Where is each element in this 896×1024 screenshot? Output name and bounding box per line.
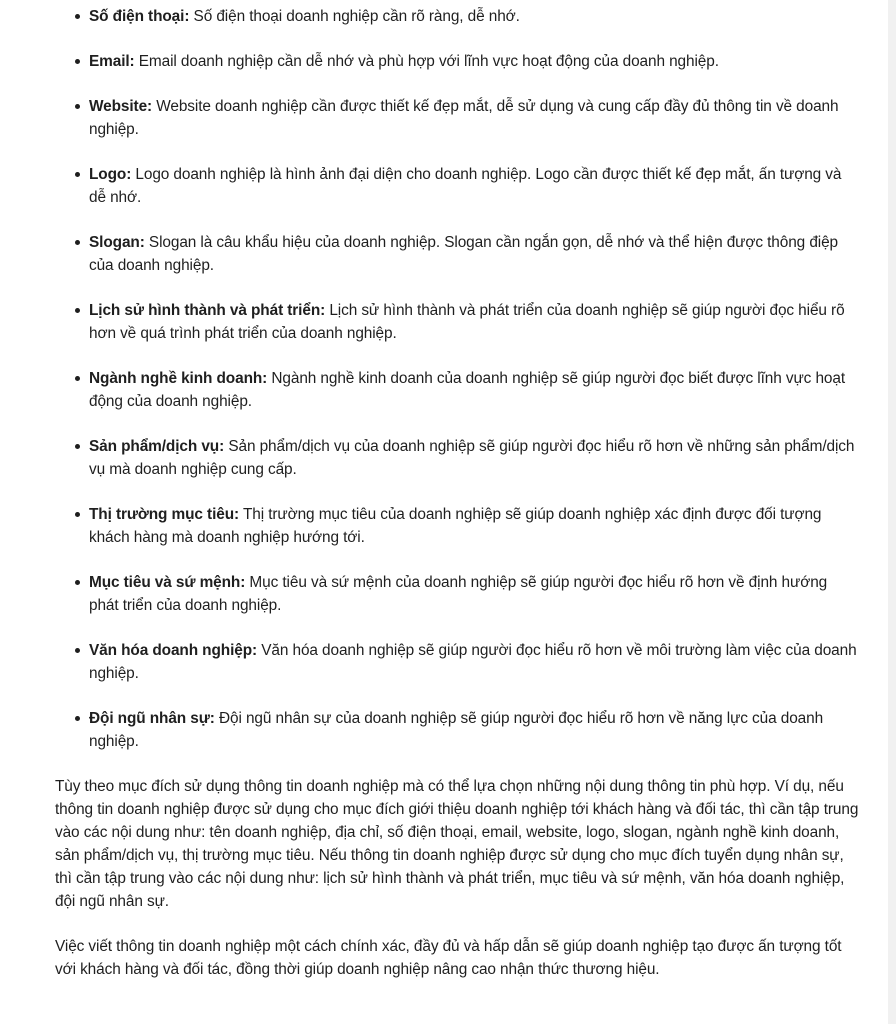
item-text: Email doanh nghiệp cần dễ nhớ và phù hợp với lĩnh vực hoạt động của doanh nghiệp.	[134, 53, 719, 70]
list-item	[89, 163, 857, 209]
item-text: Slogan là câu khẩu hiệu của doanh nghiệp. Slogan cần ngắn gọn, dễ nhớ và thể hiện được thông điệp của doanh nghiệp.	[89, 234, 839, 274]
item-text: Website doanh nghiệp cần được thiết kế đẹp mắt, dễ sử dụng và cung cấp đầy đủ thông tin về doanh nghiệp.	[89, 98, 839, 138]
list-item	[89, 435, 857, 481]
list-item	[89, 231, 857, 277]
item-text: Lịch sử hình thành và phát triển của doanh nghiệp sẽ giúp người đọc hiểu rõ hơn về quá trình phát triển của doanh nghiệp.	[89, 302, 845, 342]
item-term: Sản phẩm/dịch vụ:	[89, 438, 225, 455]
list-item	[89, 707, 857, 753]
list-item	[89, 95, 857, 141]
list-item	[89, 571, 857, 617]
response-content	[0, 5, 880, 981]
item-term: Ngành nghề kinh doanh:	[89, 370, 268, 387]
summary-paragraph: Tùy theo mục đích sử dụng thông tin doanh nghiệp mà có thể lựa chọn những nội dung thông tin phù hợp. Ví dụ, nếu thông tin doanh nghiệp được sử dụng cho mục đích giới thiệu doanh nghiệp tới khách hàng và đối tác, thì cần tập trung vào các nội dung như: tên doanh nghiệp, địa chỉ, số điện thoại, email, website, logo, slogan, ngành nghề kinh doanh, sản phẩm/dịch vụ, thị trường mục tiêu. Nếu thông tin doanh nghiệp được sử dụng cho mục đích tuyển dụng nhân sự, thì cần tập trung vào các nội dung như: lịch sử hình thành và phát triển, mục tiêu và sứ mệnh, văn hóa doanh nghiệp, đội ngũ nhân sự.	[55, 778, 859, 910]
list-item	[89, 299, 857, 345]
scrollbar-track[interactable]	[888, 0, 896, 1024]
list-item	[89, 50, 857, 73]
item-term: Mục tiêu và sứ mệnh:	[89, 574, 246, 591]
item-text: Văn hóa doanh nghiệp sẽ giúp người đọc hiểu rõ hơn về môi trường làm việc của doanh nghiệp.	[89, 642, 857, 682]
item-text: Sản phẩm/dịch vụ của doanh nghiệp sẽ giúp người đọc hiểu rõ hơn về những sản phẩm/dịch vụ mà doanh nghiệp cung cấp.	[89, 438, 855, 478]
item-term: Logo:	[89, 166, 132, 183]
info-bullet-list	[0, 5, 880, 753]
list-item	[89, 503, 857, 549]
item-term: Số điện thoại:	[89, 8, 190, 25]
list-item	[89, 5, 857, 28]
item-term: Email:	[89, 53, 135, 70]
item-term: Đội ngũ nhân sự:	[89, 710, 215, 727]
item-term: Slogan:	[89, 234, 145, 251]
item-term: Website:	[89, 98, 153, 115]
item-text: Logo doanh nghiệp là hình ảnh đại diện cho doanh nghiệp. Logo cần được thiết kế đẹp mắt, ấn tượng và dễ nhớ.	[89, 166, 842, 206]
list-item	[89, 367, 857, 413]
item-text: Ngành nghề kinh doanh của doanh nghiệp sẽ giúp người đọc biết được lĩnh vực hoạt động của doanh nghiệp.	[89, 370, 846, 410]
item-term: Lịch sử hình thành và phát triển:	[89, 302, 326, 319]
item-text: Số điện thoại doanh nghiệp cần rõ ràng, dễ nhớ.	[189, 8, 520, 25]
conclusion-paragraph: Việc viết thông tin doanh nghiệp một cách chính xác, đầy đủ và hấp dẫn sẽ giúp doanh nghiệp tạo được ấn tượng tốt với khách hàng và đối tác, đồng thời giúp doanh nghiệp nâng cao nhận thức thương hiệu.	[55, 938, 842, 978]
item-text: Thị trường mục tiêu của doanh nghiệp sẽ giúp doanh nghiệp xác định được đối tượng khách hàng mà doanh nghiệp hướng tới.	[89, 506, 822, 546]
list-item	[89, 639, 857, 685]
item-term: Văn hóa doanh nghiệp:	[89, 642, 258, 659]
item-term: Thị trường mục tiêu:	[89, 506, 240, 523]
item-text: Đội ngũ nhân sự của doanh nghiệp sẽ giúp người đọc hiểu rõ hơn về năng lực của doanh nghiệp.	[89, 710, 824, 750]
item-text: Mục tiêu và sứ mệnh của doanh nghiệp sẽ giúp người đọc hiểu rõ hơn về định hướng phát triển của doanh nghiệp.	[89, 574, 828, 614]
